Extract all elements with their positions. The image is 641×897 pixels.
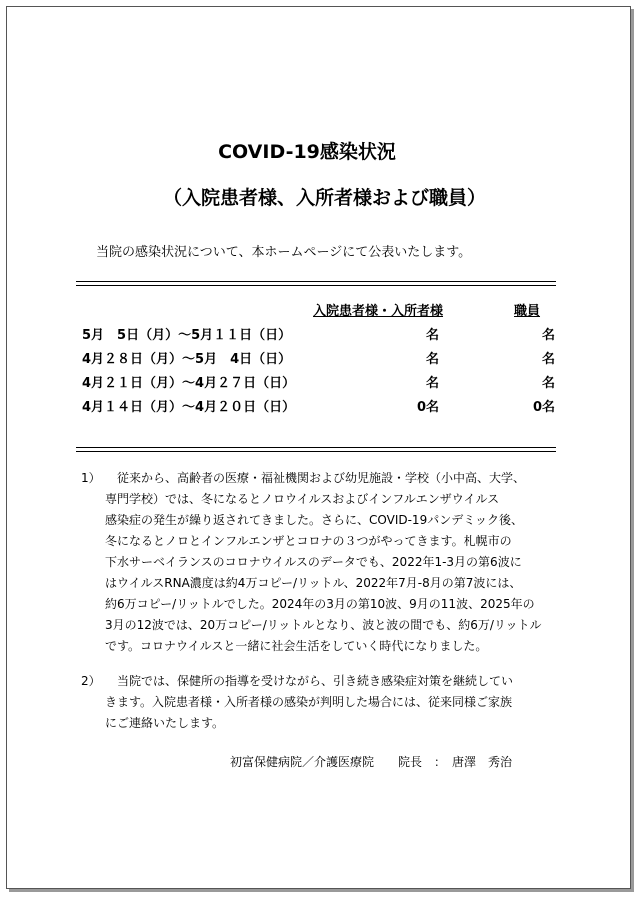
staff-count-cell: 名 [541,376,555,391]
table-bottom-divider [76,447,556,452]
note-line: 感染症の発生が繰り返されてきました。さらに、COVID-19パンデミック後、 [105,513,523,527]
note-body [105,468,585,657]
page-title: COVID-19感染状況 [218,141,396,163]
note-line: 下水サーベイランスのコロナウイルスのデータでも、2022年1-3月の第6波に [105,555,522,569]
table-row [7,396,641,416]
table-row [7,372,641,392]
document-page [6,6,631,889]
note-line: 約6万コピー/リットルでした。2024年の3月の第10波、9月の11波、2025年の [105,597,535,611]
staff-count-cell: 名 [541,328,555,343]
note-number: 2） [81,674,101,688]
patients-count-cell: 0名 [416,400,439,415]
period-cell: 4月２８日（月）〜5月 4日（日） [82,352,292,367]
note-line: です。コロナウイルスと一緒に社会生活をしていく時代になりました。 [105,639,488,653]
note-line: 従来から、高齢者の医療・福祉機関および幼児施設・学校（小中高、大学、 [105,471,526,485]
note-line: 専門学校）では、冬になるとノロウイルスおよびインフルエンザウイルス [105,492,500,506]
note-line: 冬になるとノロとインフルエンザとコロナの３つがやってきます。札幌市の [105,534,512,548]
note-line: きます。入院患者様・入所者様の感染が判明した場合には、従来同様ご家族 [105,695,513,709]
note-line: にご連絡いたします。 [105,716,225,730]
patients-count-cell: 名 [425,352,439,367]
note-number: 1） [81,471,101,485]
period-cell: 4月１４日（月）〜4月２０日（日） [82,400,296,415]
note-body [105,671,585,734]
column-header-staff: 職員 [514,304,541,319]
intro-text: 当院の感染状況について、本ホームページにて公表いたします。 [96,245,472,260]
patients-count-cell: 名 [425,328,439,343]
signature: 初富保健病院／介護医療院 院長 ： 唐澤 秀治 [230,755,513,769]
note-line: はウイルスRNA濃度は約4万コピー/リットル、2022年7月-8月の第7波には、 [105,576,522,590]
column-header-patients: 入院患者様・入所者様 [313,304,444,319]
table-row [7,348,641,368]
staff-count-cell: 0名 [532,400,555,415]
table-row [7,324,641,344]
page-subtitle: （入院患者様、入所者様および職員） [162,187,486,209]
patients-count-cell: 名 [425,376,439,391]
period-cell: 5月 5日（月）〜5月１１日（日） [82,328,292,343]
period-cell: 4月２１日（月）〜4月２７日（日） [82,376,296,391]
note-line: 3月の12波では、20万コピー/リットルとなり、波と波の間でも、約6万/リットル [105,618,542,632]
table-top-divider [76,281,556,286]
note-line: 当院では、保健所の指導を受けながら、引き続き感染症対策を継続してい [105,674,514,688]
staff-count-cell: 名 [541,352,555,367]
